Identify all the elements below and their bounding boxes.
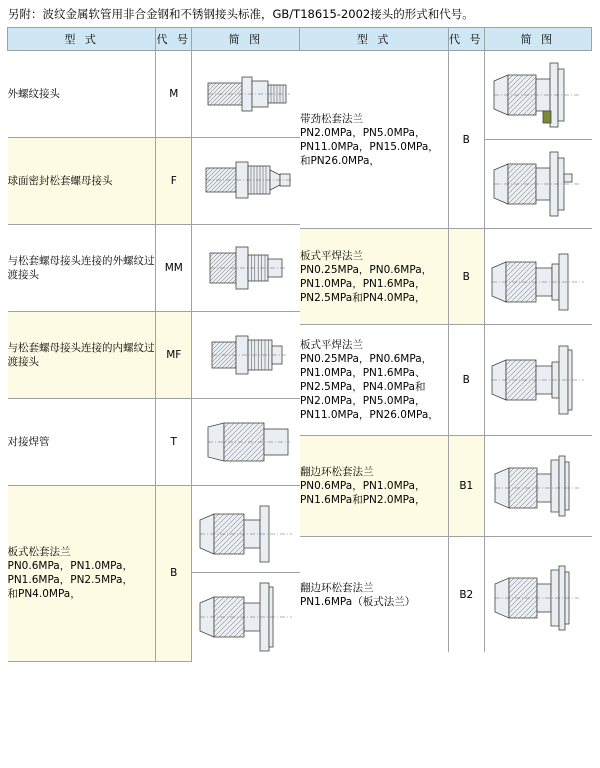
flanged-ring-loose-flange-b2-figure bbox=[484, 537, 591, 653]
row-type-label bbox=[8, 486, 156, 662]
male-thread-transition-figure bbox=[192, 225, 300, 312]
standards-table bbox=[7, 27, 592, 662]
row-type-line: PN11.0MPa，PN15.0MPa， bbox=[299, 140, 439, 153]
header-type-left: 型 式 bbox=[8, 28, 156, 51]
table-row bbox=[8, 51, 300, 138]
header-code-left: 代 号 bbox=[156, 28, 192, 51]
table-row bbox=[300, 436, 592, 537]
row-type-label bbox=[300, 325, 448, 436]
table-row bbox=[8, 138, 300, 225]
row-type-line: PN11.0MPa，PN26.0MPa， bbox=[299, 409, 439, 421]
row-type-line: 翻边环松套法兰 bbox=[299, 581, 374, 594]
row-type-line: 和PN26.0MPa， bbox=[299, 154, 380, 167]
table-row bbox=[300, 325, 592, 436]
row-type-line: PN1.6MPa（板式法兰） bbox=[299, 595, 416, 608]
header-figure-left: 简 图 bbox=[192, 28, 300, 51]
row-code: B bbox=[448, 325, 484, 436]
row-type-line: PN1.0MPa，PN1.6MPa， bbox=[299, 277, 426, 290]
row-type-line: PN0.25MPa，PN0.6MPa， bbox=[299, 353, 433, 365]
ribbed-loose-flange-figure-2 bbox=[484, 140, 591, 229]
left-half-container bbox=[8, 51, 300, 662]
spherical-seal-nut-joint-figure bbox=[192, 138, 300, 225]
row-type-line: PN0.6MPa，PN1.0MPa， bbox=[299, 480, 426, 492]
row-type-line: 对接焊管 bbox=[7, 436, 50, 448]
table-row bbox=[300, 537, 592, 653]
right-half-container bbox=[300, 51, 592, 662]
row-type-line: 板式平焊法兰 bbox=[299, 339, 363, 351]
row-code: MF bbox=[156, 312, 192, 399]
table-row bbox=[8, 312, 300, 399]
row-code: F bbox=[156, 138, 192, 225]
row-type-line: PN2.5MPa和PN4.0MPa， bbox=[299, 291, 426, 304]
row-type-line: 与松套螺母接头连接的内螺纹过渡接头 bbox=[7, 342, 155, 368]
plate-flat-weld-flange-figure-1 bbox=[484, 229, 591, 325]
row-type-line: PN2.5MPa，PN4.0MPa和 bbox=[299, 381, 426, 393]
row-type-label bbox=[300, 436, 448, 537]
ribbed-loose-flange-figure-1 bbox=[484, 51, 591, 140]
threaded-male-joint-figure bbox=[192, 51, 300, 138]
row-code: B bbox=[448, 51, 484, 229]
plate-loose-flange-figure-2 bbox=[192, 573, 300, 662]
header-figure-right: 简 图 bbox=[484, 28, 591, 51]
flanged-ring-loose-flange-figure bbox=[484, 436, 591, 537]
row-type-line: 板式平焊法兰 bbox=[299, 249, 363, 262]
row-code: B bbox=[448, 229, 484, 325]
row-type-line: 球面密封松套螺母接头 bbox=[7, 175, 113, 187]
row-type-line: 与松套螺母接头连接的外螺纹过渡接头 bbox=[7, 255, 155, 281]
row-type-label bbox=[8, 399, 156, 486]
left-rows-table bbox=[8, 51, 300, 662]
row-type-label bbox=[8, 225, 156, 312]
row-type-line: 板式松套法兰 bbox=[7, 546, 71, 559]
row-type-line: PN1.6MPa，PN2.5MPa， bbox=[7, 574, 133, 587]
row-type-label bbox=[8, 51, 156, 138]
row-code: M bbox=[156, 51, 192, 138]
row-type-label bbox=[300, 229, 448, 325]
row-type-line: PN2.0MPa，PN5.0MPa， bbox=[299, 126, 426, 139]
row-code: B2 bbox=[448, 537, 484, 653]
row-type-line: 带劲松套法兰 bbox=[299, 112, 363, 125]
row-type-line: 外螺纹接头 bbox=[7, 88, 60, 100]
row-type-line: 翻边环松套法兰 bbox=[299, 466, 374, 478]
row-type-line: 和PN4.0MPa， bbox=[7, 588, 81, 601]
row-type-line: PN1.0MPa，PN1.6MPa、 bbox=[299, 367, 426, 379]
table-row bbox=[8, 486, 300, 573]
table-row bbox=[8, 225, 300, 312]
row-type-label bbox=[8, 138, 156, 225]
plate-loose-flange-figure-1 bbox=[192, 486, 300, 573]
female-thread-transition-figure bbox=[192, 312, 300, 399]
row-type-line: PN2.0MPa，PN5.0MPa， bbox=[299, 395, 426, 407]
row-type-label bbox=[300, 51, 448, 229]
table-row bbox=[300, 229, 592, 325]
table-row bbox=[300, 51, 592, 140]
row-type-label bbox=[8, 312, 156, 399]
row-code: T bbox=[156, 399, 192, 486]
table-body-row bbox=[8, 51, 592, 662]
table-header-row bbox=[8, 28, 592, 51]
row-code: B1 bbox=[448, 436, 484, 537]
row-code: MM bbox=[156, 225, 192, 312]
plate-flat-weld-flange-figure-2 bbox=[484, 325, 591, 436]
header-type-right: 型 式 bbox=[300, 28, 448, 51]
page-title: 另附：波纹金属软管用非合金钢和不锈钢接头标准，GB/T18615-2002接头的形式和代号。 bbox=[8, 7, 474, 21]
right-rows-table bbox=[300, 51, 592, 652]
row-type-line: PN1.6MPa和PN2.0MPa， bbox=[299, 494, 426, 506]
row-type-label bbox=[300, 537, 448, 653]
table-row bbox=[8, 399, 300, 486]
row-type-line: PN0.6MPa，PN1.0MPa， bbox=[7, 560, 133, 573]
header-code-right: 代 号 bbox=[448, 28, 484, 51]
row-type-line: PN0.25MPa，PN0.6MPa， bbox=[299, 263, 433, 276]
butt-weld-pipe-figure bbox=[192, 399, 300, 486]
row-code: B bbox=[156, 486, 192, 662]
